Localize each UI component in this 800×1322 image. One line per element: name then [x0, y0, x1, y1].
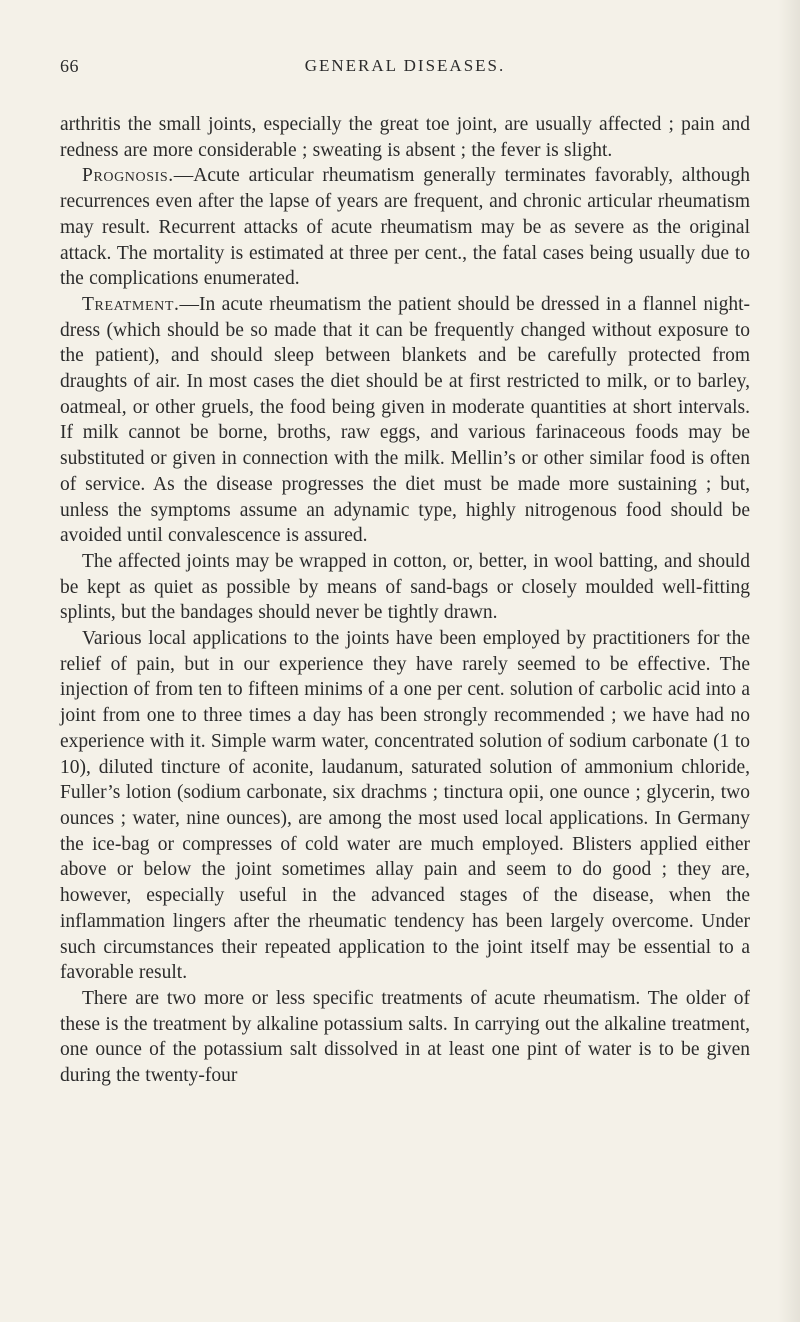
paragraph-affected-joints [60, 549, 750, 626]
paragraph-specific-treatments [60, 986, 750, 1089]
paragraph-text: The affected joints may be wrapped in cotton, or, better, in wool batting, and should be kept as quiet as possible by means of sand-bags or closely moulded well-fitting splints, but the bandages should never be tightly drawn. [60, 550, 750, 624]
paragraph-arthritis [60, 112, 750, 163]
section-heading-treatment: Treatment. [82, 293, 180, 315]
page-number: 66 [60, 56, 79, 76]
paragraph-prognosis [60, 163, 750, 292]
paragraph-text: —Acute articular rheumatism generally terminates favorably, although recurrences even after the lapse of years are frequent, and chronic articular rheumatism may result. Recurrent attacks of acute rheumatism may be as severe as the original attack. The mortality is estimated at three per cent., the fatal cases being usually due to the complications enumerated. [60, 165, 750, 290]
page-header [60, 56, 750, 86]
section-heading-prognosis: Prognosis. [82, 165, 174, 187]
paragraph-text: There are two more or less specific treatments of acute rheumatism. The older of these is the treatment by alkaline potassium salts. In carrying out the alkaline treatment, one ounce of the potassium salt dissolved in at least one pint of water is to be given during the twenty-four [60, 987, 750, 1087]
page-edge-shadow [778, 0, 800, 1322]
paragraph-local-applications [60, 626, 750, 986]
body-text [60, 112, 750, 1089]
running-title: GENERAL DISEASES. [304, 56, 506, 75]
paragraph-text: arthritis the small joints, especially the great toe joint, are usually affected ; pain and redness are more considerable ; sweating is absent ; the fever is slight. [60, 114, 750, 161]
paragraph-treatment [60, 292, 750, 549]
paragraph-text: Various local applications to the joints have been employed by practitioners for the relief of pain, but in our experience they have rarely seemed to be effective. The injection of from ten to fifteen minims of a one per cent. solution of carbolic acid into a joint from one to three times a day has been strongly recommended ; we have had no experience with it. Simple warm water, concentrated solution of sodium carbonate (1 to 10), diluted tincture of aconite, laudanum, saturated solution of ammonium chloride, Fuller’s lotion (sodium carbonate, six drachms ; tinctura opii, one ounce ; glycerin, two ounces ; water, nine ounces), are among the most used local applications. In Germany the ice-bag or compresses of cold water are much employed. Blisters applied either above or below the joint sometimes allay pain and seem to do good ; they are, however, especially useful in the advanced stages of the disease, when the inflammation lingers after the rheumatic tendency has been largely overcome. Under such circumstances their repeated application to the joint itself may be essential to a favorable result. [60, 628, 750, 984]
paragraph-text: —In acute rheumatism the patient should be dressed in a flannel night-dress (which should be so made that it can be frequently changed without exposure to the patient), and should sleep between blankets and be carefully protected from draughts of air. In most cases the diet should be at first restricted to milk, or to barley, oatmeal, or other gruels, the food being given in moderate quantities at short intervals. If milk cannot be borne, broths, raw eggs, and various farinaceous foods may be substituted or given in connection with the milk. Mellin’s or other similar food is often of service. As the disease progresses the diet must be made more sustaining ; but, unless the symptoms assume an adynamic type, highly nitrogenous food should be avoided until convalescence is assured. [60, 293, 750, 547]
